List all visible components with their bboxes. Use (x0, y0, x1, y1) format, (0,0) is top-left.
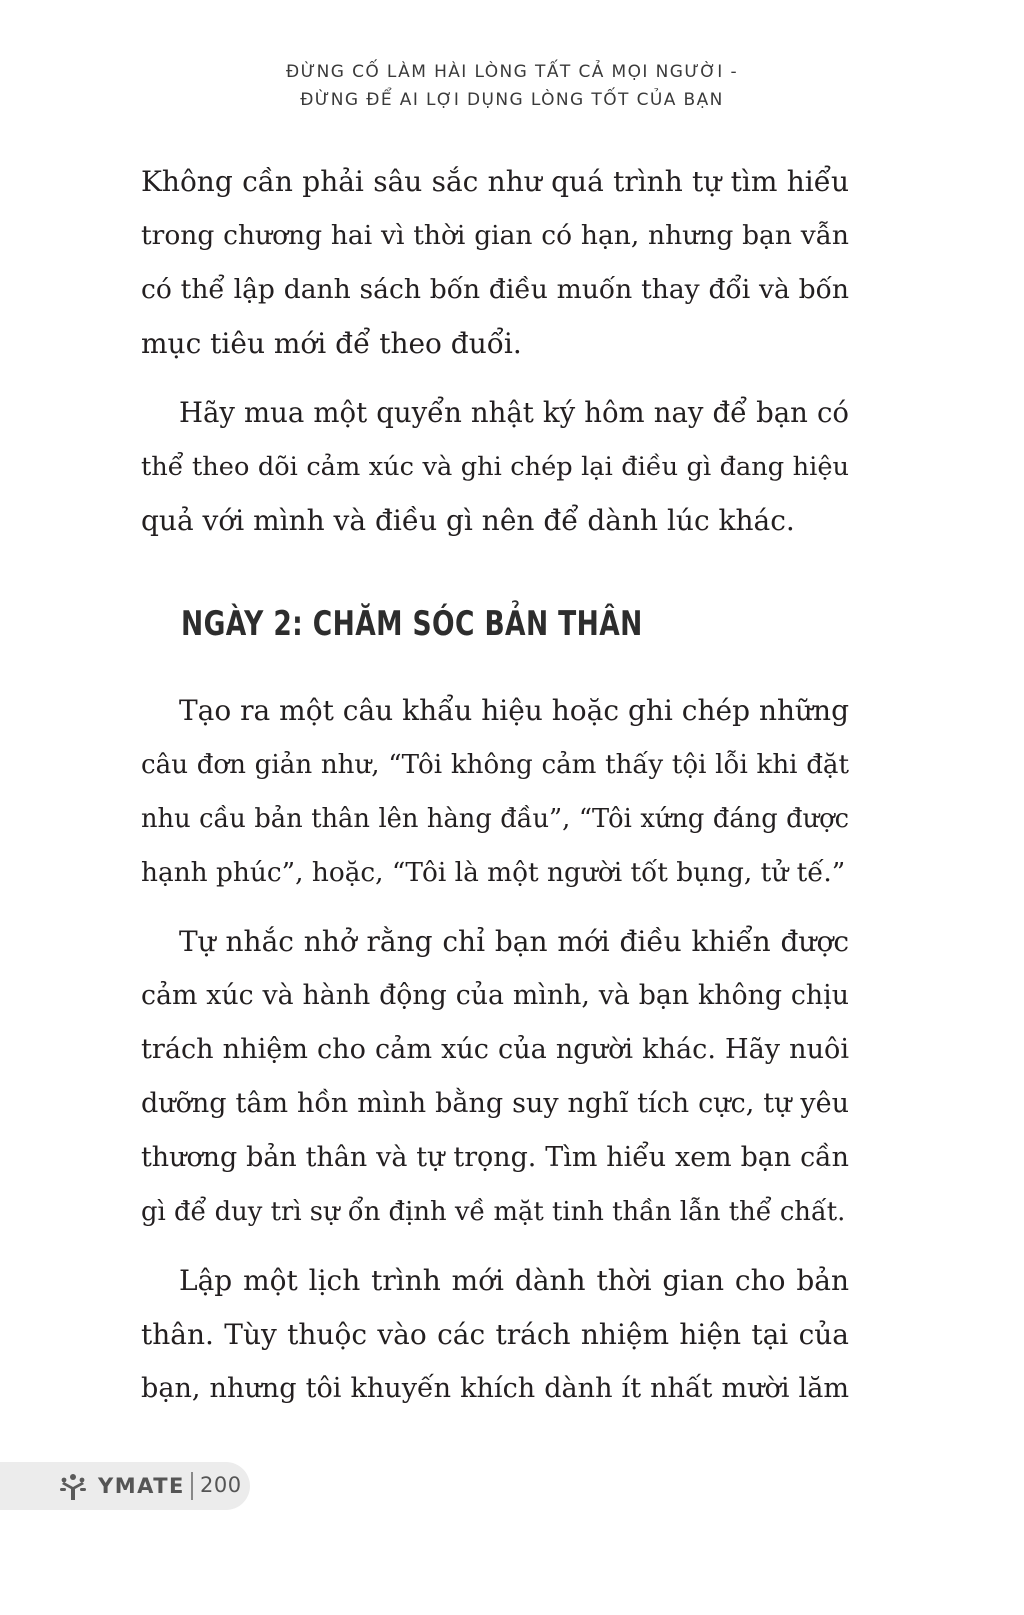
footer-bar (0, 1462, 250, 1510)
footer-divider (191, 1472, 193, 1500)
running-header-line-2: ĐỪNG ĐỂ AI LỢI DỤNG LÒNG TỐT CỦA BẠN (300, 90, 724, 110)
text-line: Lập một lịch trình mới dành thời gian cho bản (179, 1264, 849, 1297)
text-line: trong chương hai vì thời gian có hạn, nhưng bạn vẫn (141, 220, 849, 251)
paragraph-section-1 (141, 684, 849, 900)
running-header-line-1: ĐỪNG CỐ LÀM HÀI LÒNG TẤT CẢ MỌI NGƯỜI - (286, 62, 738, 82)
section-heading: NGÀY 2: CHĂM SÓC BẢN THÂN (181, 604, 643, 644)
text-line: có thể lập danh sách bốn điều muốn thay đổi và bốn (141, 274, 849, 305)
text-line: hạnh phúc”, hoặc, “Tôi là một người tốt bụng, tử tế.” (141, 858, 846, 888)
footer-brand: YMATE (98, 1474, 185, 1498)
text-line: câu đơn giản như, “Tôi không cảm thấy tội lỗi khi đặt (141, 750, 849, 780)
text-line: thương bản thân và tự trọng. Tìm hiểu xem bạn cần (141, 1142, 849, 1173)
running-header (0, 58, 1024, 114)
text-line: bạn, nhưng tôi khuyến khích dành ít nhất mười lăm (141, 1373, 849, 1404)
text-line: mục tiêu mới để theo đuổi. (141, 327, 522, 360)
paragraph-intro-1 (141, 155, 849, 371)
text-line: Hãy mua một quyển nhật ký hôm nay để bạn có (179, 397, 849, 429)
text-line: quả với mình và điều gì nên để dành lúc khác. (141, 504, 795, 537)
text-line: nhu cầu bản thân lên hàng đầu”, “Tôi xứng đáng được (141, 804, 849, 834)
text-line: thân. Tùy thuộc vào các trách nhiệm hiện tại của (141, 1318, 849, 1351)
text-line: thể theo dõi cảm xúc và ghi chép lại điều gì đang hiệu (141, 452, 849, 482)
text-line: cảm xúc và hành động của mình, và bạn không chịu (141, 980, 849, 1011)
paragraph-section-2 (141, 915, 849, 1239)
text-line: Không cần phải sâu sắc như quá trình tự tìm hiểu (141, 165, 849, 198)
paragraph-intro-2 (141, 386, 849, 548)
text-line: gì để duy trì sự ổn định về mặt tinh thần lẫn thể chất. (141, 1197, 846, 1227)
page-number: 200 (200, 1473, 242, 1497)
text-line: Tự nhắc nhở rằng chỉ bạn mới điều khiển được (179, 925, 849, 958)
ymate-logo-icon (58, 1473, 88, 1501)
text-line: dưỡng tâm hồn mình bằng suy nghĩ tích cực, tự yêu (141, 1088, 849, 1119)
text-line: Tạo ra một câu khẩu hiệu hoặc ghi chép những (179, 694, 849, 727)
page-body (141, 155, 849, 1431)
paragraph-section-3 (141, 1254, 849, 1416)
text-line: trách nhiệm cho cảm xúc của người khác. Hãy nuôi (141, 1034, 849, 1065)
